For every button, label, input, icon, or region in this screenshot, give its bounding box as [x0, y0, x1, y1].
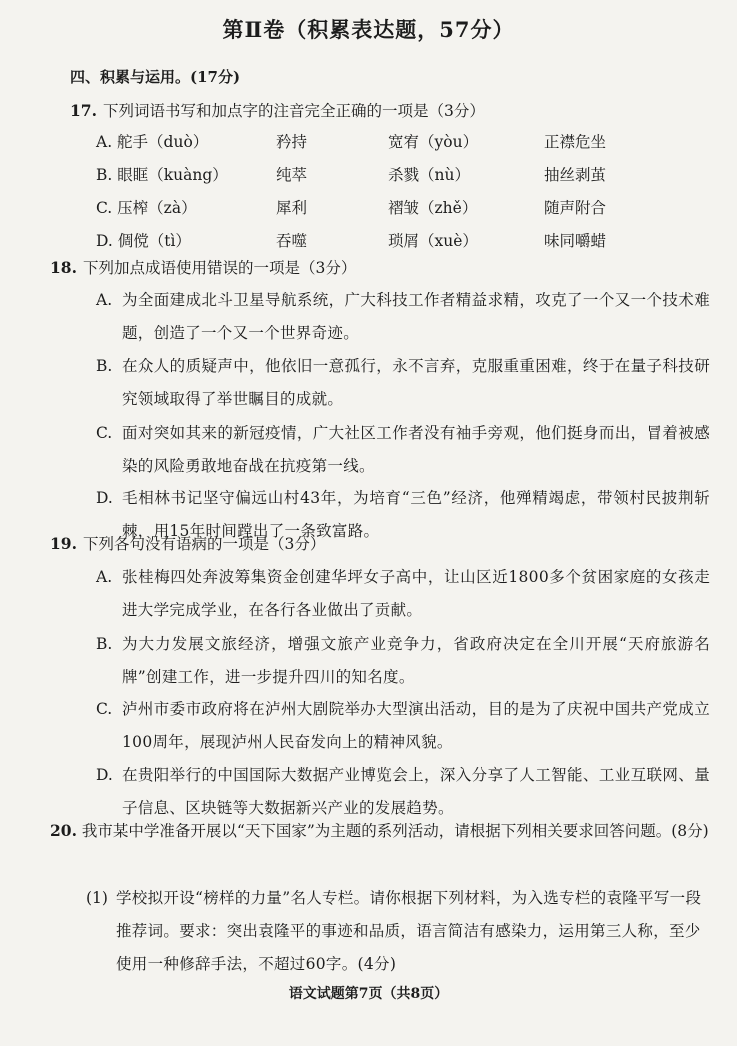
question-number: 18.	[50, 258, 77, 277]
q17-c-word-1: C. 压榨（zà）	[96, 199, 197, 217]
option-label: A.	[96, 568, 113, 586]
option-label: B.	[96, 635, 113, 653]
q19-option-a	[96, 561, 710, 627]
option-label: D.	[96, 489, 113, 507]
q17-a-word-1: A. 舵手（duò）	[96, 133, 209, 151]
subquestion-label: (1)	[86, 889, 108, 907]
q19-option-c	[96, 693, 710, 759]
q17-b-word-4: 抽丝剥茧	[544, 166, 607, 184]
question-text: 下列各句没有语病的一项是（3分）	[82, 535, 326, 553]
question-number: 19.	[50, 534, 77, 553]
part-title: 第Ⅱ卷（积累表达题，57分）	[222, 17, 515, 42]
q20-subquestion-1	[86, 882, 711, 981]
q17-b-word-3: 杀戮（nù）	[388, 166, 470, 184]
q17-b-word-1: B. 眼眶（kuàng）	[96, 166, 228, 184]
page-footer: 语文试题第7页（共8页）	[288, 986, 449, 1002]
question-number: 20.	[50, 821, 77, 840]
subquestion-text: 学校拟开设“榜样的力量”名人专栏。请你根据下列材料，为入选专栏的袁隆平写一段推荐词。要求：突出袁隆平的事迹和品质，语言简洁有感染力，运用第三人称，至少使用一种修辞手法，不超过60字。(4分)	[116, 889, 702, 973]
option-text: 泸州市委市政府将在泸州大剧院举办大型演出活动，目的是为了庆祝中国共产党成立100周年，展现泸州人民奋发向上的精神风貌。	[122, 700, 710, 751]
q17-d-word-1: D. 倜傥（tì）	[96, 232, 191, 250]
question-text: 下列加点成语使用错误的一项是（3分）	[82, 259, 357, 277]
option-text: 在贵阳举行的中国国际大数据产业博览会上，深入分享了人工智能、工业互联网、量子信息、区块链等大数据新兴产业的发展趋势。	[122, 766, 710, 817]
option-label: A.	[96, 291, 113, 309]
question-17-stem	[70, 100, 710, 122]
q17-a-word-2: 矜持	[276, 133, 308, 151]
question-20-stem	[50, 814, 710, 848]
q17-a-word-3: 宽宥（yòu）	[388, 133, 479, 151]
question-18-stem	[50, 257, 710, 279]
question-number: 17.	[70, 101, 97, 120]
option-text: 为全面建成北斗卫星导航系统，广大科技工作者精益求精，攻克了一个又一个技术难题，创造了一个又一个世界奇迹。	[122, 291, 710, 342]
q18-option-b	[96, 350, 710, 416]
q17-c-word-4: 随声附合	[544, 199, 607, 217]
option-label: C.	[96, 424, 113, 442]
q17-d-word-4: 味同嚼蜡	[544, 232, 607, 250]
option-text: 为大力发展文旅经济，增强文旅产业竞争力，省政府决定在全川开展“天府旅游名牌”创建工作，进一步提升四川的知名度。	[122, 635, 710, 686]
q18-option-a	[96, 284, 710, 350]
option-text: 毛相林书记坚守偏远山村43年，为培育“三色”经济，他殚精竭虑，带领村民披荆斩棘，用15年时间蹚出了一条致富路。	[122, 489, 710, 540]
q17-c-word-3: 褶皱（zhě）	[388, 199, 478, 217]
option-label: B.	[96, 357, 113, 375]
section-heading: 四、积累与运用。(17分)	[70, 68, 241, 86]
option-text: 面对突如其来的新冠疫情，广大社区工作者没有袖手旁观，他们挺身而出，冒着被感染的风险勇敢地奋战在抗疫第一线。	[122, 424, 710, 475]
q17-c-word-2: 犀利	[276, 199, 308, 217]
q18-option-c	[96, 417, 710, 483]
option-label: D.	[96, 766, 113, 784]
q19-option-b	[96, 628, 710, 694]
q17-b-word-2: 纯萃	[276, 166, 308, 184]
question-text: 我市某中学准备开展以“天下国家”为主题的系列活动，请根据下列相关要求回答问题。(8分)	[81, 822, 709, 840]
option-label: C.	[96, 700, 113, 718]
question-text: 下列词语书写和加点字的注音完全正确的一项是（3分）	[102, 102, 485, 120]
option-text: 张桂梅四处奔波筹集资金创建华坪女子高中，让山区近1800多个贫困家庭的女孩走进大学完成学业，在各行各业做出了贡献。	[122, 568, 710, 619]
option-text: 在众人的质疑声中，他依旧一意孤行，永不言弃，克服重重困难，终于在量子科技研究领域取得了举世瞩目的成就。	[122, 357, 710, 408]
q17-a-word-4: 正襟危坐	[544, 133, 607, 151]
q17-d-word-2: 吞噬	[276, 232, 308, 250]
q17-d-word-3: 琐屑（xuè）	[388, 232, 478, 250]
question-19-stem	[50, 533, 710, 555]
